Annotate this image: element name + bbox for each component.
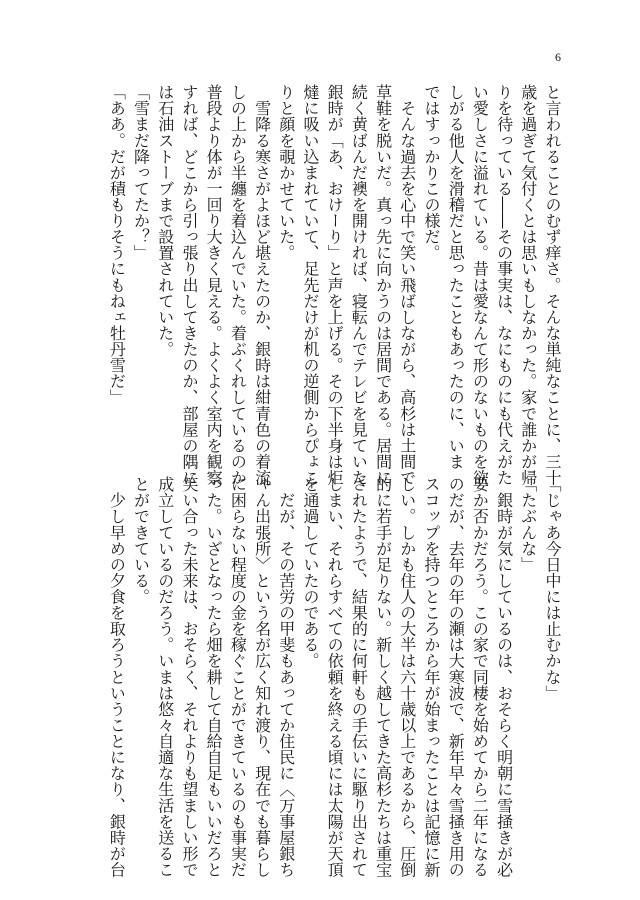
- text-line: そんな過去を心中で笑い飛ばしながら、高杉は土間で: [397, 84, 417, 486]
- text-line: されたようで、結果的に何軒もの手伝いに駆り出されて: [349, 476, 369, 878]
- text-line: とができている。: [131, 476, 151, 605]
- text-line: 燵に吸い込まれていて、足先だけが机の逆側からぴょこ: [300, 84, 320, 486]
- text-line: しの上から半纏を着込んでいた。着ぶくれしているのか: [228, 84, 248, 486]
- text-line: しまい、それらすべての依頼を終える頃には太陽が天頂: [325, 476, 345, 878]
- text-line: と言われることのむず痒さ。そんな単純なことに、三十: [543, 84, 562, 486]
- text-line: ゃん出張所〉という名が広く知れ渡り、現在でも暮らし: [252, 476, 272, 878]
- text-line: 少し早めの夕食を取ろうということになり、銀時が台: [107, 476, 127, 878]
- text-line: に困らない程度の金を稼ぐことができているのも事実だ: [228, 476, 248, 878]
- text-line: しい。しかも住人の大半は六十歳以上であるから、圧倒: [397, 476, 417, 878]
- text-line: 笑い合った未来は、おそらく、それよりも望ましい形で: [179, 476, 199, 878]
- text-line: 歳を過ぎて気付くとは思いもしなかった。家で誰かが帰: [518, 84, 538, 486]
- text-line: だが、その苦労の甲斐もあってか住民に〈万事屋銀ち: [276, 476, 296, 878]
- text-line: 「雪まだ降ってたか？」: [131, 84, 151, 261]
- text-line: スコップを持つところから年が始まったことは記憶に新: [421, 476, 441, 878]
- text-line: りを待っている――その事実は、なにものにも代えがた: [494, 84, 514, 486]
- text-line: い愛しさに溢れている。昔は愛なんて形のないものを欲: [470, 84, 490, 486]
- text-line: 銀時が気にしているのは、おそらく明朝に雪掻きが必: [494, 476, 514, 878]
- text-line: のだが、去年の年の瀬は大寒波で、新年早々雪掻き用の: [446, 476, 466, 878]
- text-line: 雪降る寒さがよほど堪えたのか、銀時は紺青色の着流: [252, 84, 272, 486]
- text-line: 要か否かだろう。この家で同棲を始めてから二年になる: [470, 476, 490, 878]
- text-line: ではすっかりこの様だ。: [421, 84, 441, 261]
- text-line: 普段より体が一回り大きく見える。よくよく室内を観察: [204, 84, 224, 486]
- lower-text-block: [104, 476, 564, 878]
- page-number: 6: [555, 50, 561, 64]
- text-line: 「じゃあ今日中には止むかな」: [543, 476, 562, 701]
- upper-text-block: [104, 84, 564, 486]
- text-line: 草鞋を脱いだ。真っ先に向かうのは居間である。居間に: [373, 84, 393, 486]
- text-line: すれば、どこから引っ張り出してきたのか、部屋の隅に: [179, 84, 199, 486]
- text-line: は石油ストーブまで設置されていた。: [155, 84, 175, 358]
- text-line: を通過していたのである。: [300, 476, 320, 669]
- text-line: 成立しているのだろう。いまは悠々自適な生活を送るこ: [155, 476, 175, 878]
- text-line: りと顔を覗かせていた。: [276, 84, 296, 261]
- text-line: しがる他人を滑稽だと思ったこともあったのに、いま: [446, 84, 466, 470]
- text-line: 的に若手が足りない。新しく越してきた高杉たちは重宝: [373, 476, 393, 878]
- text-line: 「たぶんな」: [518, 476, 538, 573]
- text-line: 銀時が「あ、おけーり」と声を上げる。その下半身は炬: [325, 84, 345, 486]
- text-line: った。いざとなったら畑を耕して自給自足もいいだろと: [204, 476, 224, 878]
- text-line: 「ああ。だが積もりそうにもねェ牡丹雪だ」: [107, 84, 127, 406]
- text-line: 続く黄ばんだ襖を開ければ、寝転んでテレビを見ていた: [349, 84, 369, 486]
